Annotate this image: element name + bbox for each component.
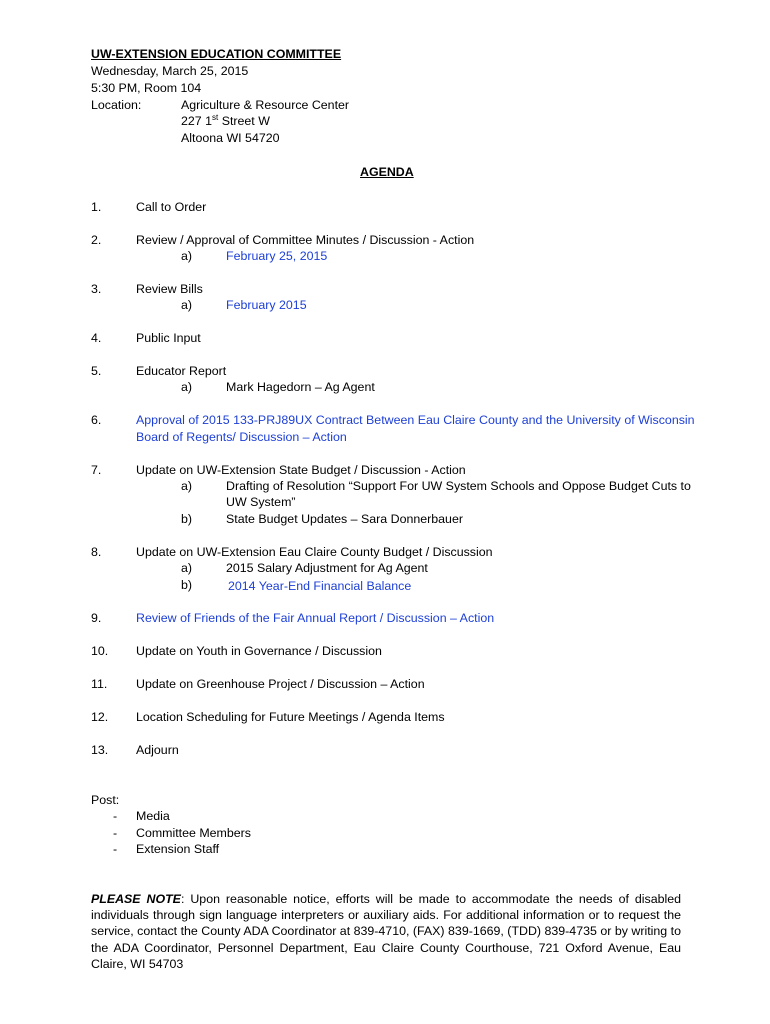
item-number: 8.	[91, 545, 102, 559]
sub-item-text: State Budget Updates – Sara Donnerbauer	[226, 512, 463, 526]
item-number: 9.	[91, 611, 102, 625]
sub-item-letter: a)	[181, 298, 193, 312]
fair-report-link[interactable]: Review of Friends of the Fair Annual Report / Discussion – Action	[136, 611, 495, 625]
location-label: Location:	[91, 98, 142, 112]
item-text: Update on UW-Extension State Budget / Discussion - Action	[136, 463, 466, 477]
sub-item-letter: a)	[181, 249, 193, 263]
post-item: Media	[136, 809, 170, 823]
item-number: 7.	[91, 463, 102, 477]
item-text: Update on UW-Extension Eau Claire County Budget / Discussion	[136, 545, 493, 559]
sub-item-letter: b)	[181, 578, 193, 592]
minutes-link[interactable]: February 25, 2015	[226, 249, 328, 263]
post-dash: -	[113, 842, 118, 856]
location-line-2: 227 1st Street W	[181, 112, 270, 128]
notice-body: Upon reasonable notice, efforts will be made to accommodate the needs of disabled individuals through sign language interpreters or auxiliary aids. For additional information or to request the service, contact the County ADA Coordinator at 839-4710, (FAX) 839-1669, (TDD) 839-4735 or by writing to the ADA Coordinator, Personnel Department, Eau Claire County Courthouse, 721 Oxford Avenue, Eau Claire, WI 54703	[91, 892, 682, 971]
sub-item-text: Mark Hagedorn – Ag Agent	[226, 380, 375, 394]
post-label: Post:	[91, 793, 120, 807]
sub-item-letter: a)	[181, 380, 193, 394]
sub-item-letter: b)	[181, 512, 193, 526]
location-line-3: Altoona WI 54720	[181, 131, 280, 145]
location-line-1: Agriculture & Resource Center	[181, 98, 350, 112]
item-number: 13.	[91, 743, 109, 757]
item-text: Review / Approval of Committee Minutes / Discussion - Action	[136, 233, 475, 247]
sub-item-letter: a)	[181, 561, 193, 575]
item-number: 11.	[91, 677, 108, 691]
sub-item-text: Drafting of Resolution “Support For UW System Schools and Oppose Budget Cuts to	[226, 479, 691, 493]
bills-link[interactable]: February 2015	[226, 298, 307, 312]
item-text: Review Bills	[136, 282, 203, 296]
post-item: Committee Members	[136, 826, 251, 840]
item-number: 6.	[91, 413, 102, 427]
notice-colon: :	[180, 892, 185, 906]
ada-notice	[91, 891, 681, 972]
item-text: Adjourn	[136, 743, 179, 757]
item-text: Educator Report	[136, 364, 227, 378]
sub-item-text: 2015 Salary Adjustment for Ag Agent	[226, 561, 428, 575]
item-text: Update on Youth in Governance / Discussion	[136, 644, 382, 658]
contract-link-line-1[interactable]: Approval of 2015 133-PRJ89UX Contract Between Eau Claire County and the University of Wisconsin	[136, 413, 695, 427]
item-text: Update on Greenhouse Project / Discussion – Action	[136, 677, 425, 691]
post-dash: -	[113, 809, 118, 823]
item-number: 12.	[91, 710, 109, 724]
committee-title: UW-EXTENSION EDUCATION COMMITTEE	[91, 47, 342, 61]
item-number: 5.	[91, 364, 102, 378]
item-number: 10.	[91, 644, 109, 658]
item-text: Call to Order	[136, 200, 207, 214]
item-number: 3.	[91, 282, 102, 296]
sub-item-letter: a)	[181, 479, 193, 493]
financial-balance-link[interactable]: 2014 Year-End Financial Balance	[228, 579, 412, 593]
post-dash: -	[113, 826, 118, 840]
meeting-time-room: 5:30 PM, Room 104	[91, 81, 202, 95]
contract-link-line-2[interactable]: Board of Regents/ Discussion – Action	[136, 430, 347, 444]
notice-label: PLEASE NOTE	[91, 892, 181, 906]
meeting-date: Wednesday, March 25, 2015	[91, 64, 249, 78]
agenda-title: AGENDA	[360, 165, 414, 179]
item-text: Location Scheduling for Future Meetings / Agenda Items	[136, 710, 445, 724]
item-number: 1.	[91, 200, 102, 214]
sub-item-text: UW System”	[226, 495, 296, 509]
post-item: Extension Staff	[136, 842, 220, 856]
item-text: Public Input	[136, 331, 201, 345]
item-number: 2.	[91, 233, 102, 247]
item-number: 4.	[91, 331, 102, 345]
